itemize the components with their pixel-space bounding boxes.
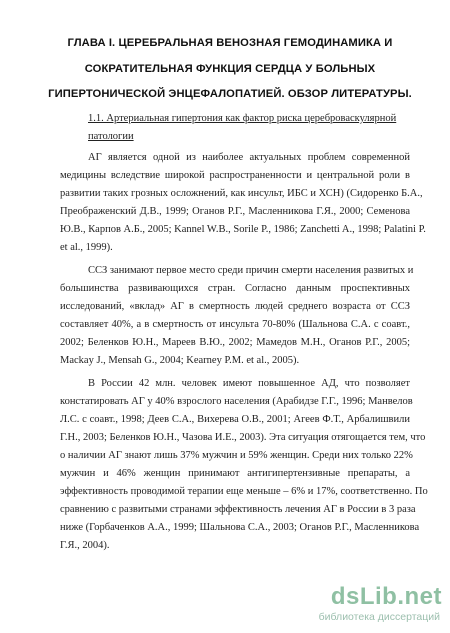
chapter-title-line-3: ГИПЕРТОНИЧЕСКОЙ ЭНЦЕФАЛОПАТИЕЙ. ОБЗОР ЛИТЕРАТУРЫ. (48, 88, 412, 100)
paragraph-2-line-2: большинства развивающихся стран. Согласно данным проспективных (60, 283, 410, 294)
paragraph-3-line-8: сравнению с развитыми странами эффективность лечения АГ в России в 3 раза (60, 504, 416, 515)
paragraph-2-line-3: исследований, «вклад» АГ в смертность людей среднего возраста от ССЗ (60, 301, 410, 312)
paragraph-3-line-5: о наличии АГ знают лишь 37% мужчин и 59% женщин. Среди них только 22% (60, 450, 413, 461)
paragraph-3-line-1: В России 42 млн. человек имеют повышенное АД, что позволяет (88, 378, 410, 389)
paragraph-3-line-3: Л.С. с соавт., 1998; Деев С.А., Вихерева О.В., 2001; Агеев Ф.Т., Арбалишвили (60, 414, 410, 425)
dslib-watermark-logo[interactable] (292, 583, 442, 627)
paragraph-1-line-4: Преображенский Д.В., 1999; Оганов Р.Г., Масленникова Г.Я., 2000; Семенова (60, 206, 410, 217)
watermark-main-text: dsLib.net (330, 583, 442, 610)
paragraph-1-line-6: et al., 1999). (60, 242, 113, 253)
paragraph-3-line-6: мужчин и 46% женщин принимают антигипертензивные препараты, а (60, 468, 410, 479)
section-heading-line-2: патологии (88, 131, 134, 142)
paragraph-1-line-2: медицины вследствие широкой распространенности и центральной роли в (60, 170, 410, 181)
paragraph-2-line-6: Mackay J., Mensah G., 2004; Kearney P.M. et al., 2005). (60, 355, 300, 366)
paragraph-1-line-5: Ю.В., Карпов А.Б., 2005; Kannel W.B., Sorile P., 1986; Zanchetti A., 1998; Palatini P. (60, 224, 426, 235)
paragraph-3-line-2: констатировать АГ у 40% взрослого населения (Арабидзе Г.Г., 1996; Манвелов (60, 396, 413, 407)
paragraph-3-line-7: эффективность проводимой терапии еще меньше – 6% и 17%, соответственно. По (60, 486, 428, 497)
paragraph-2-line-5: 2002; Беленков Ю.Н., Мареев В.Ю., 2002; Мамедов М.Н., Оганов Р.Г., 2005; (60, 337, 410, 348)
paragraph-3-line-10: Г.Я., 2004). (60, 540, 110, 551)
paragraph-1-line-3: развитии таких грозных осложнений, как инсульт, ИБС и ХСН) (Сидоренко Б.А., (60, 188, 423, 199)
watermark-sub-text: библиотека диссертаций (318, 611, 440, 623)
paragraph-3-line-9: ниже (Горбаченков А.А., 1999; Шальнова С.А., 2003; Оганов Р.Г., Масленникова (60, 522, 420, 533)
paragraph-1-line-1: АГ является одной из наиболее актуальных проблем современной (88, 152, 410, 163)
chapter-title-line-1: ГЛАВА I. ЦЕРЕБРАЛЬНАЯ ВЕНОЗНАЯ ГЕМОДИНАМИКА И (67, 37, 393, 49)
section-heading-line-1: 1.1. Артериальная гипертония как фактор риска цереброваскулярной (88, 113, 397, 124)
paragraph-3-line-4: Г.Н., 2003; Беленков Ю.Н., Чазова И.Е., 2003). Эта ситуация отягощается тем, что (60, 432, 426, 443)
chapter-title-line-2: СОКРАТИТЕЛЬНАЯ ФУНКЦИЯ СЕРДЦА У БОЛЬНЫХ (84, 63, 376, 75)
paragraph-2-line-4: составляет 40%, а в смертность от инсульта 70-80% (Шальнова С.А. с соавт., (60, 319, 410, 330)
paragraph-2-line-1: ССЗ занимают первое место среди причин смерти населения развитых и (88, 265, 414, 276)
